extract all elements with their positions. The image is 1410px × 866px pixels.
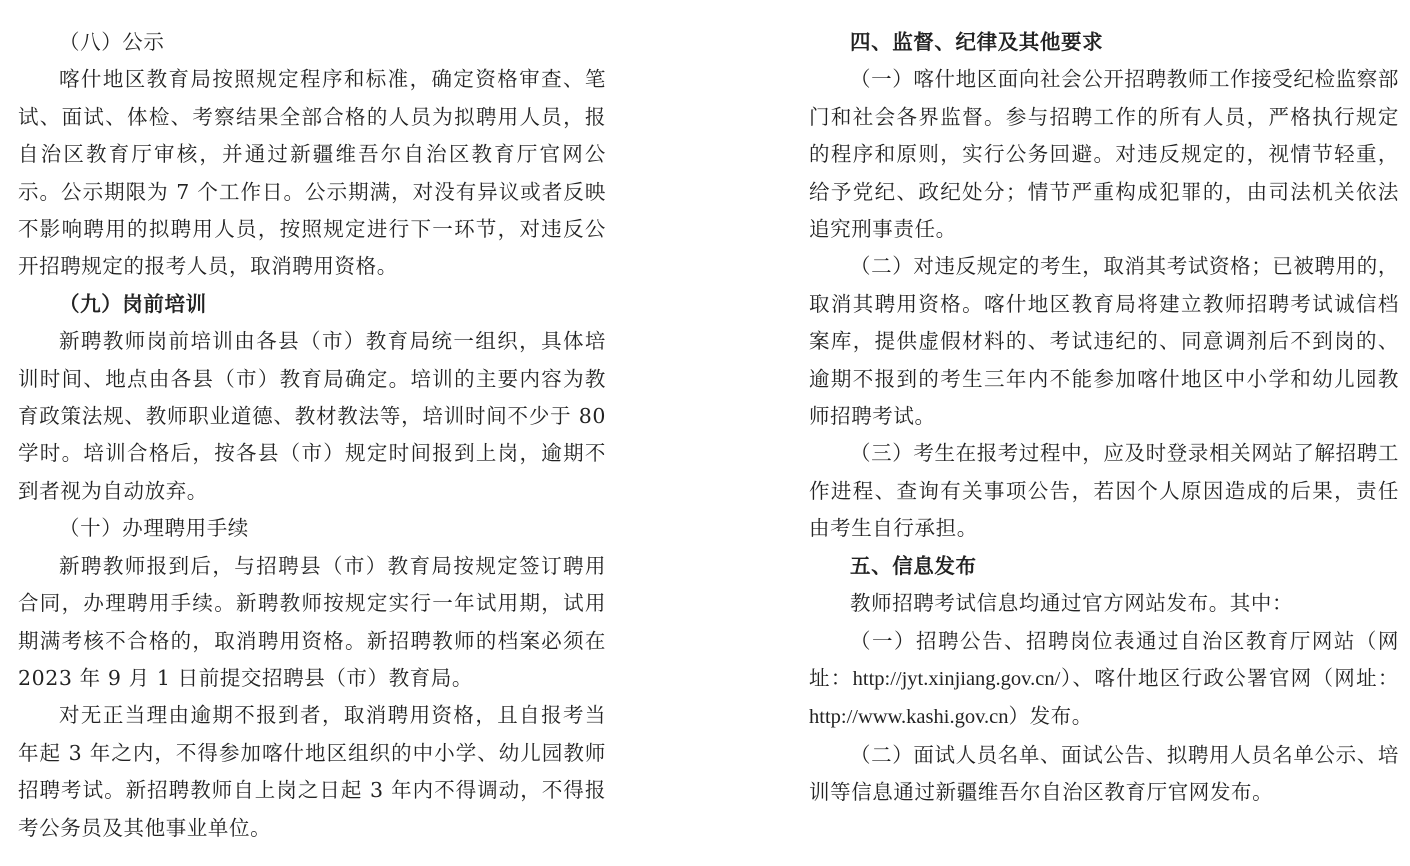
right-column <box>809 24 1399 812</box>
section-5-intro: 教师招聘考试信息均通过官方网站发布。其中： <box>850 591 1294 616</box>
section-4-heading: 四、监督、纪律及其他要求 <box>850 30 1104 54</box>
section-9-body: 新聘教师岗前培训由各县（市）教育局统一组织，具体培训时间、地点由各县（市）教育局确定。培训的主要内容为教育政策法规、教师职业道德、教材教法等，培训时间不少于 80 学时。培训合格后，按各县（市）规定时间报到上岗，逾期不到者视为自动放弃。 <box>18 329 606 503</box>
section-4-item-3: （三）考生在报考过程中，应及时登录相关网站了解招聘工作进程、查询有关事项公告，若因个人原因造成的后果，责任由考生自行承担。 <box>809 441 1399 541</box>
section-4-item-2: （二）对违反规定的考生，取消其考试资格；已被聘用的，取消其聘用资格。喀什地区教育局将建立教师招聘考试诚信档案库，提供虚假材料的、考试违纪的、同意调剂后不到岗的、逾期不报到的考生三年内不能参加喀什地区中小学和幼儿园教师招聘考试。 <box>809 254 1399 429</box>
section-5-item-1 <box>809 623 1399 737</box>
section-4-item-1: （一）喀什地区面向社会公开招聘教师工作接受纪检监察部门和社会各界监督。参与招聘工作的所有人员，严格执行规定的程序和原则，实行公务回避。对违反规定的，视情节轻重，给予党纪、政纪处分；情节严重构成犯罪的，由司法机关依法追究刑事责任。 <box>809 67 1399 242</box>
education-department-url-link[interactable]: http://jyt.xinjiang.gov.cn/ <box>852 667 1061 690</box>
section-5-item-1-text-a: （一）招聘公告、招聘岗位表通过自治区教育厅网站（网址： <box>809 628 1399 690</box>
section-10-body-1: 新聘教师报到后，与招聘县（市）教育局按规定签订聘用合同，办理聘用手续。新聘教师按规定实行一年试用期，试用期满考核不合格的，取消聘用资格。新招聘教师的档案必须在 2023 年 9 月 1 日前提交招聘县（市）教育局。 <box>18 553 606 690</box>
section-8-heading: （八）公示 <box>59 30 165 54</box>
section-5-heading: 五、信息发布 <box>850 553 977 578</box>
section-5-item-1-text-b: ）、喀什地区行政公署官网（网址： <box>1060 665 1399 690</box>
left-column <box>18 24 606 847</box>
section-10-heading: （十）办理聘用手续 <box>59 516 249 541</box>
section-9-heading: （九）岗前培训 <box>59 291 207 316</box>
section-8-body: 喀什地区教育局按照规定程序和标准，确定资格审查、笔试、面试、体检、考察结果全部合格的人员为拟聘用人员，报自治区教育厅审核，并通过新疆维吾尔自治区教育厅官网公示。公示期限为 7 个工作日。公示期满，对没有异议或者反映不影响聘用的拟聘用人员，按照规定进行下一环节，对违反公开招聘规定的报考人员，取消聘用资格。 <box>18 67 606 279</box>
section-5-item-1-text-c: ）发布。 <box>1008 704 1093 729</box>
section-5-item-2: （二）面试人员名单、面试公告、拟聘用人员名单公示、培训等信息通过新疆维吾尔自治区教育厅官网发布。 <box>809 742 1399 805</box>
kashi-government-url-link[interactable]: http://www.kashi.gov.cn <box>809 706 1009 729</box>
section-10-body-2: 对无正当理由逾期不报到者，取消聘用资格，且自报考当年起 3 年之内，不得参加喀什地区组织的中小学、幼儿园教师招聘考试。新招聘教师自上岗之日起 3 年内不得调动，不得报考公务员及其他事业单位。 <box>18 703 606 840</box>
